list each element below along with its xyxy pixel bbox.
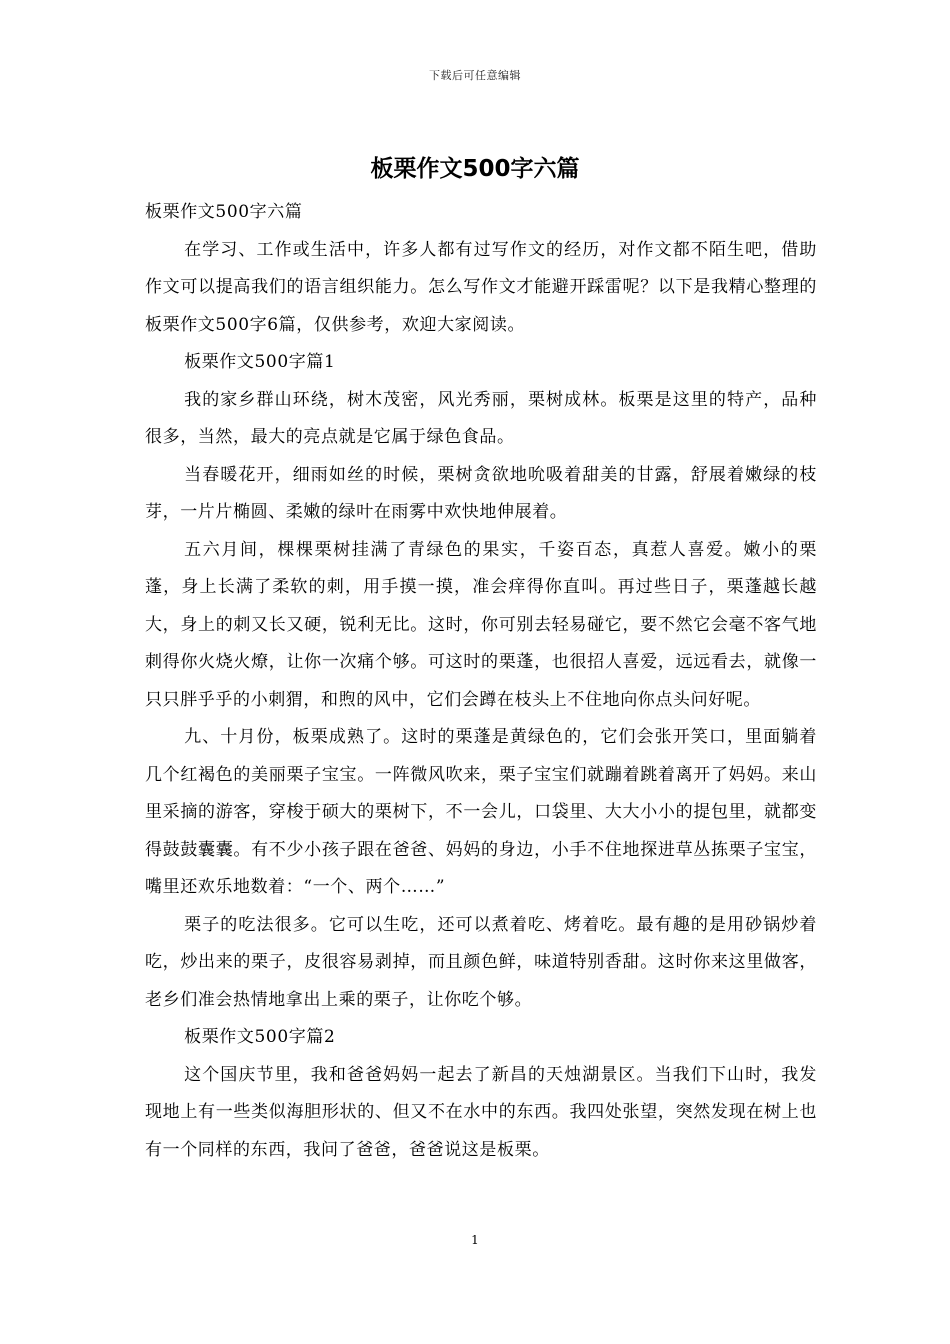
- document-subtitle: 板栗作文500字六篇: [145, 202, 303, 222]
- paragraph: 这个国庆节里，我和爸爸妈妈一起去了新昌的天烛湖景区。当我们下山时，我发现地上有一些类似海胆形状的、但又不在水中的东西。我四处张望，突然发现在树上也有一个同样的东西，我问了爸爸，爸爸说这是板栗。: [145, 1064, 817, 1160]
- paragraph: 当春暖花开，细雨如丝的时候，栗树贪欲地吮吸着甜美的甘露，舒展着嫩绿的枝芽，一片片椭圆、柔嫩的绿叶在雨雾中欢快地伸展着。: [145, 464, 817, 522]
- page-number: 1: [471, 1233, 479, 1247]
- document-title: 板栗作文500字六篇: [370, 156, 580, 182]
- section-heading-2: 板栗作文500字篇2: [184, 1027, 336, 1047]
- paragraph: 栗子的吃法很多。它可以生吃，还可以煮着吃、烤着吃。最有趣的是用砂锅炒着吃，炒出来的栗子，皮很容易剥掉，而且颜色鲜，味道特别香甜。这时你来这里做客，老乡们准会热情地拿出上乘的栗子，让你吃个够。: [145, 914, 817, 1010]
- paragraph-intro: 在学习、工作或生活中，许多人都有过写作文的经历，对作文都不陌生吧，借助作文可以提高我们的语言组织能力。怎么写作文才能避开踩雷呢？以下是我精心整理的板栗作文500字6篇，仅供参考，欢迎大家阅读。: [145, 239, 817, 335]
- paragraph: 我的家乡群山环绕，树木茂密，风光秀丽，栗树成林。板栗是这里的特产，品种很多，当然，最大的亮点就是它属于绿色食品。: [145, 389, 817, 447]
- paragraph: 九、十月份，板栗成熟了。这时的栗蓬是黄绿色的，它们会张开笑口，里面躺着几个红褐色的美丽栗子宝宝。一阵微风吹来，栗子宝宝们就蹦着跳着离开了妈妈。来山里采摘的游客，穿梭于硕大的栗树下，不一会儿，口袋里、大大小小的提包里，就都变得鼓鼓囊囊。有不少小孩子跟在爸爸、妈妈的身边，小手不住地探进草丛拣栗子宝宝，嘴里还欢乐地数着：“一个、两个……”: [145, 727, 817, 897]
- paragraph: 五六月间，棵棵栗树挂满了青绿色的果实，千姿百态，真惹人喜爱。嫩小的栗蓬，身上长满了柔软的刺，用手摸一摸，准会痒得你直叫。再过些日子，栗蓬越长越大，身上的刺又长又硬，锐利无比。这时，你可别去轻易碰它，要不然它会毫不客气地刺得你火烧火燎，让你一次痛个够。可这时的栗蓬，也很招人喜爱，远远看去，就像一只只胖乎乎的小刺猬，和煦的风中，它们会蹲在枝头上不住地向你点头问好呢。: [145, 539, 817, 710]
- section-heading-1: 板栗作文500字篇1: [184, 352, 336, 372]
- document-body: [145, 194, 817, 1169]
- page-header: 下载后可任意编辑: [429, 69, 521, 82]
